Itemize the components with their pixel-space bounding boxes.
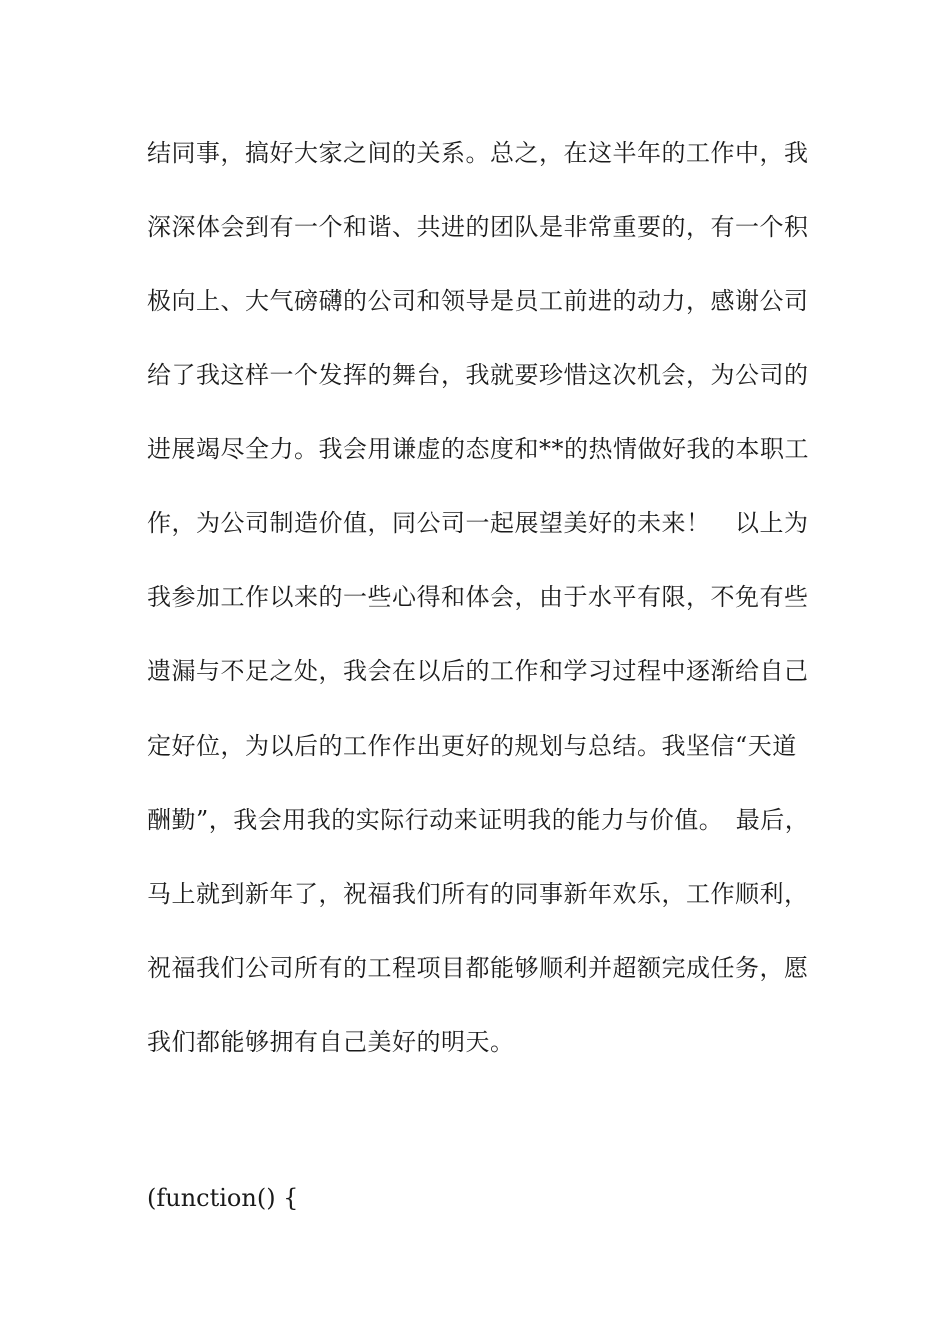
paragraph-line: 给了我这样一个发挥的舞台，我就要珍惜这次机会，为公司的 xyxy=(147,361,809,389)
code-snippet: (function() { xyxy=(147,1184,299,1212)
paragraph-line: 作，为公司制造价值，同公司一起展望美好的未来！ 以上为 xyxy=(147,509,809,537)
paragraph-line: 祝福我们公司所有的工程项目都能够顺利并超额完成任务，愿 xyxy=(147,954,809,982)
paragraph-line: 极向上、大气磅礴的公司和领导是员工前进的动力，感谢公司 xyxy=(147,287,809,315)
paragraph-line: 定好位，为以后的工作作出更好的规划与总结。我坚信“天道 xyxy=(147,732,797,760)
paragraph-line: 我参加工作以来的一些心得和体会，由于水平有限，不免有些 xyxy=(147,583,809,611)
paragraph-line: 结同事，搞好大家之间的关系。总之，在这半年的工作中，我 xyxy=(147,139,809,167)
paragraph-line: 遗漏与不足之处，我会在以后的工作和学习过程中逐渐给自己 xyxy=(147,657,809,685)
paragraph-line: 马上就到新年了，祝福我们所有的同事新年欢乐，工作顺利， xyxy=(147,880,809,908)
paragraph-line: 深深体会到有一个和谐、共进的团队是非常重要的，有一个积 xyxy=(147,213,809,241)
paragraph-line: 我们都能够拥有自己美好的明天。 xyxy=(147,1028,515,1056)
paragraph-line: 酬勤”，我会用我的实际行动来证明我的能力与价值。 最后， xyxy=(147,806,810,834)
paragraph-line: 进展竭尽全力。我会用谦虚的态度和**的热情做好我的本职工 xyxy=(147,435,809,463)
